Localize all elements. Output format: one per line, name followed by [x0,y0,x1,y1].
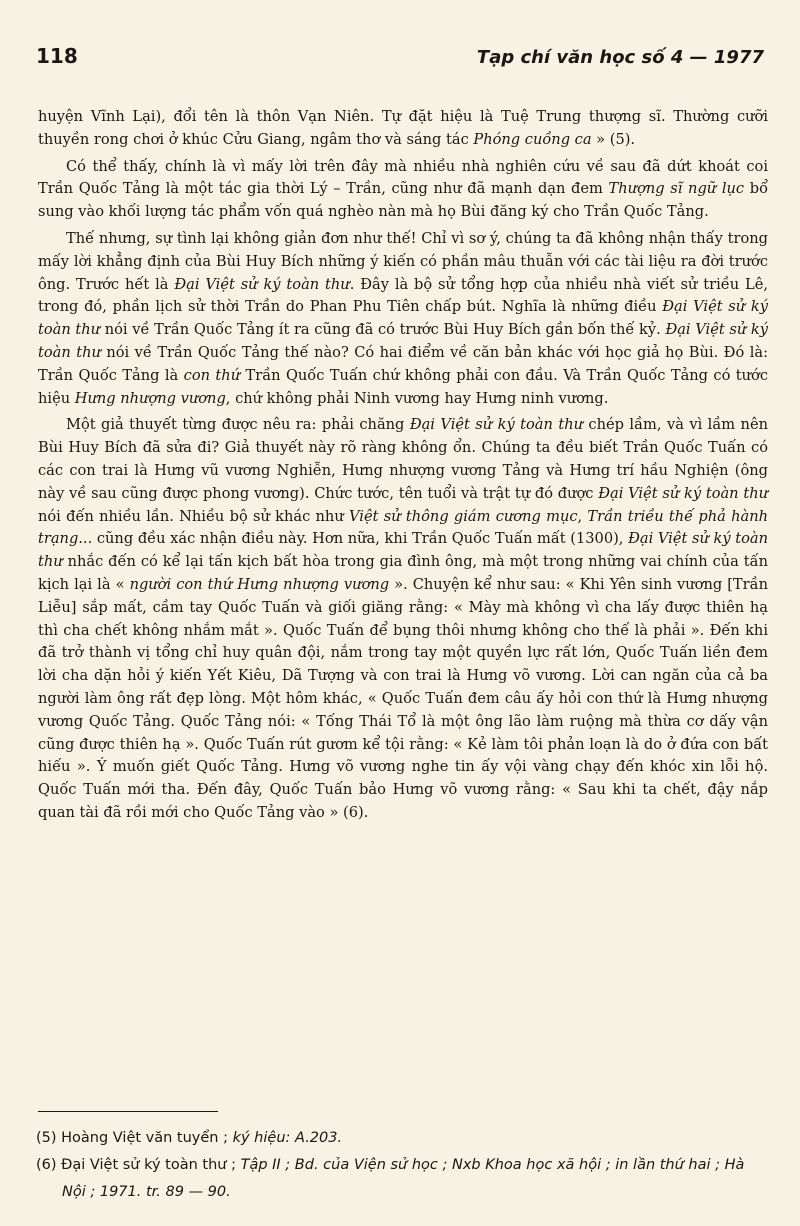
page-number: 118 [36,44,78,68]
running-title: Tạp chí văn học số 4 — 1977 [476,47,764,68]
text-run: Trần Quốc Tuấn chứ không phải con đầu. Và Trần Quốc Tảng có tước hiệu [38,366,768,407]
text-run: , [577,507,588,525]
text-run: . Đây là bộ sử tổng hợp của nhiều nhà viết sử triều Lê, trong đó, phần lịch sử thời Trần do Phan Phu Tiên chấp bút. Nghĩa là những điều [38,275,768,316]
italic-text: Trần triều thế phả hành trạng [38,507,769,548]
paragraph [38,228,768,410]
text-run: nói về Trần Quốc Tảng ít ra cũng đã có trước Bùi Huy Bích gần bốn thế kỷ. [100,321,666,339]
text-run: nói về Trần Quốc Tảng thế nào? Có hai điểm về căn bản khác với học giả họ Bùi. Đó là: Trần Quốc Tảng là [38,343,768,384]
text-run: nhắc đến có kể lại tấn kịch bất hòa trong gia đình ông, mà một trong những vai chính của tấn kịch lại là « [38,553,768,593]
text-run: » (5). [591,130,636,148]
paragraph [38,156,768,224]
text-run: chép lầm, và vì lầm nên Bùi Huy Bích đã sửa đi? Giả thuyết này rõ ràng không ổn. Chúng ta đều biết Trần Quốc Tuấn có các con trai là Hưng vũ vương Nghiễn, Hưng nhượng vương Tảng và Hưng trí hầu Nghiện (ông này về sau cũng được phong vương). Chức tước, tên tuổi và trật tự đó được [38,416,768,502]
footnote [36,1125,768,1152]
text-run: huyện Vĩnh Lại), đổi tên là thôn Vạn Niên. Tự đặt hiệu là Tuệ Trung thượng sĩ. Thường cưỡi thuyền rong chơi ở khúc Cửu Giang, ngâm thơ và sáng tác [38,108,768,148]
text-run: ... cũng đều xác nhận điều này. Hơn nữa, khi Trần Quốc Tuấn mất (1300), [78,530,629,548]
page-header [36,44,764,68]
text-run: bổ sung vào khối lượng tác phẩm vốn quá nghèo nàn mà họ Bùi đăng ký cho Trần Quốc Tảng. [38,180,768,221]
paragraph [38,106,768,152]
italic-text: con thứ [183,366,241,384]
italic-text: Đại Việt sử ký toàn thư [174,275,350,293]
italic-text: ký hiệu: A.203. [232,1130,343,1146]
footnote [36,1152,768,1206]
text-run: (5) Hoàng Việt văn tuyển ; [36,1130,233,1146]
text-run: (6) Đại Việt sử ký toàn thư ; [36,1157,241,1173]
italic-text: Đại Việt sử ký toàn thư [38,530,768,571]
italic-text: Tập II ; Bd. của Viện sử học ; Nxb Khoa học xã hội ; in lần thứ hai ; Hà Nội ; 1971. tr. 89 — 90. [62,1157,745,1200]
text-run: Có thể thấy, chính là vì mấy lời trên đây mà nhiều nhà nghiên cứu về sau đã dứt khoát coi Trần Quốc Tảng là một tác gia thời Lý – Trần, cũng như đã mạnh dạn đem [38,157,768,198]
text-run: Một giả thuyết từng được nêu ra: phải chăng [66,416,410,434]
italic-text: Phóng cuồng ca [473,130,592,148]
italic-text: Đại Việt sử ký toàn thư [38,321,768,361]
text-run: nói đến nhiều lần. Nhiều bộ sử khác như [38,507,349,525]
italic-text: Đại Việt sử ký toàn thư [598,484,768,502]
article-body [38,106,768,825]
text-run: ». Chuyện kể như sau: « Khi Yên sinh vương [Trần Liễu] sắp mất, cầm tay Quốc Tuấn và giối giăng rằng: « Mày mà không vì cha lấy được thiên hạ thì cha chết không nhắm mắt ». Quốc Tuấn để bụng thôi nhưng không cho thế là phải ». Đến khi đã trở thành vị tổng chỉ huy quân đội, nắm trong tay một quyền lực rất lớn, Quốc Tuấn liền đem lời cha dặn hỏi ý kiến Yết Kiêu, Dã Tượng và con trai là Hưng võ vương. Lời can ngăn của cả ba người làm ông rất đẹp lòng. Một hôm khác, « Quốc Tuấn đem câu ấy hỏi con thứ là Hưng nhượng vương Quốc Tảng. Quốc Tảng nói: « Tống Thái Tổ là một ông lão làm ruộng mà thừa cơ dấy vận cũng được thiên hạ ». Quốc Tuấn rút gươm kể tội rằng: « Kẻ làm tôi phản loạn là do ở đứa con bất hiếu ». Ý muốn giết Quốc Tảng. Hưng võ vương nghe tin ấy vội vàng chạy đến khóc xin lỗi hộ. Quốc Tuấn mới tha. Đến đây, Quốc Tuấn bảo Hưng võ vương rằng: « Sau khi ta chết, đậy nắp quan tài đã rồi mới cho Quốc Tảng vào » (6). [38,575,768,821]
footnotes [36,1125,768,1206]
italic-text: Đại Việt sử ký toàn thư [38,298,768,339]
footnote-divider [38,1111,218,1112]
italic-text: Thượng sĩ ngữ lục [608,180,745,198]
text-run: , chứ không phải Ninh vương hay Hưng ninh vương. [225,389,609,407]
italic-text: người con thứ Hưng nhượng vương [129,575,390,593]
paragraph [38,414,768,824]
italic-text: Hưng nhượng vương [74,389,226,407]
text-run: Thế nhưng, sự tình lại không giản đơn như thế! Chỉ vì sơ ý, chúng ta đã không nhận thấy trong mấy lời khẳng định của Bùi Huy Bích những ý kiến có phần mâu thuẫn với các tài liệu ra đời trước ông. Trước hết là [38,229,768,293]
italic-text: Đại Việt sử ký toàn thư [409,416,583,434]
italic-text: Việt sử thông giám cương mục [349,507,578,525]
